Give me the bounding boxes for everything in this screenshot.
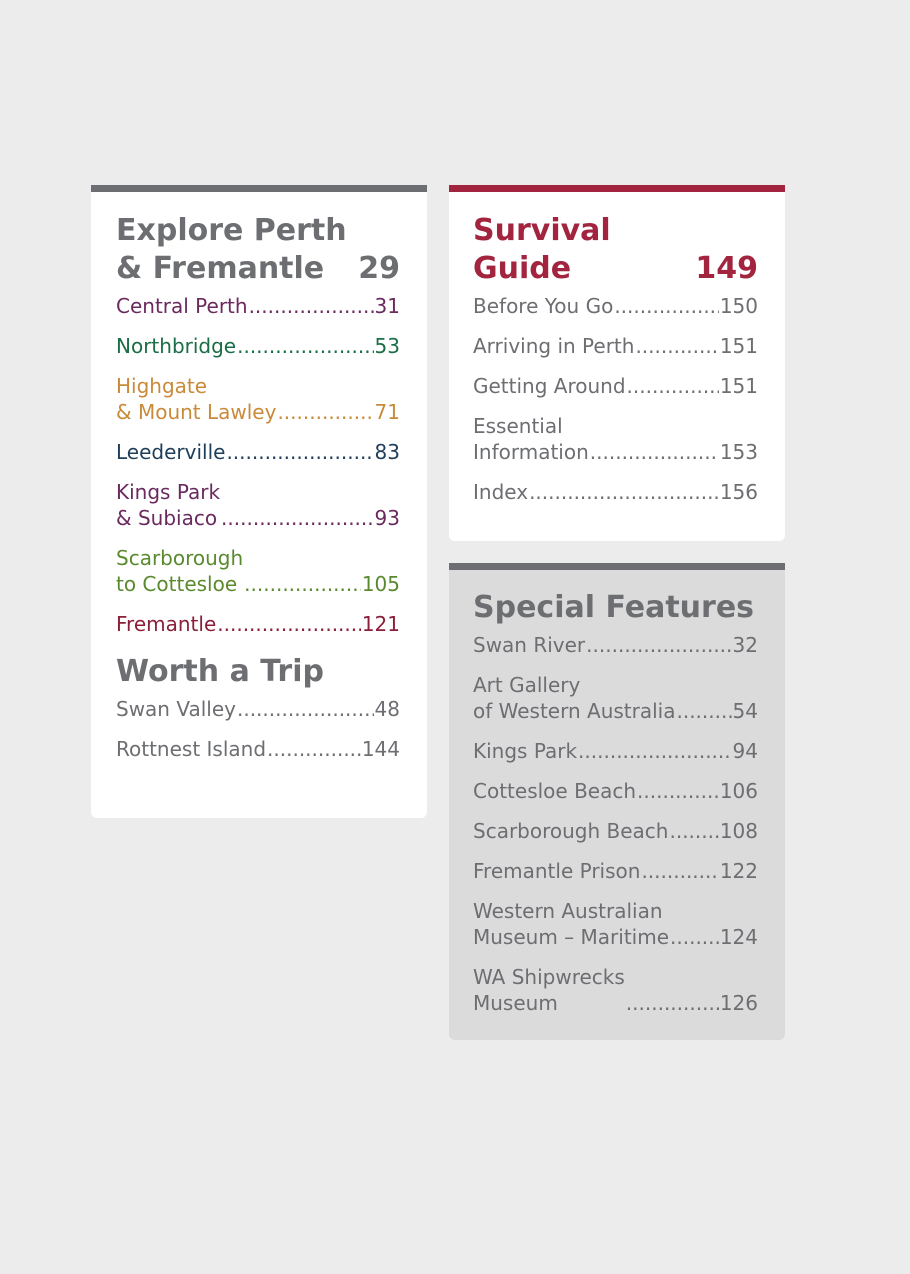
toc-entry-label: Getting Around [473, 374, 626, 398]
worth-a-trip-list [116, 696, 400, 762]
toc-entry-label: Swan Valley [116, 697, 236, 721]
toc-entry[interactable] [116, 545, 400, 597]
explore-page-number: 29 [358, 251, 400, 286]
toc-entry-page: 108 [719, 819, 758, 843]
leader-dots [237, 696, 374, 722]
toc-entry-page: 71 [374, 400, 400, 424]
toc-entry[interactable] [116, 611, 400, 637]
toc-entry[interactable] [473, 479, 758, 505]
leader-dots [529, 479, 719, 505]
toc-entry-page: 106 [719, 779, 758, 803]
leader-dots [249, 293, 374, 319]
leader-dots [669, 818, 718, 844]
explore-title: Explore Perth & Fremantle [116, 213, 347, 286]
toc-entry[interactable] [473, 293, 758, 319]
toc-entry[interactable] [473, 373, 758, 399]
toc-entry-page: 32 [732, 633, 758, 657]
toc-entry-page: 150 [719, 294, 758, 318]
survival-list [473, 293, 758, 505]
toc-entry-page: 126 [719, 991, 758, 1015]
toc-entry-label: Arriving in Perth [473, 334, 635, 358]
leader-dots [586, 632, 731, 658]
toc-entry[interactable] [473, 778, 758, 804]
toc-entry-page: 48 [374, 697, 400, 721]
leader-dots [237, 333, 373, 359]
toc-entry[interactable] [116, 439, 400, 465]
toc-entry[interactable] [473, 964, 758, 1016]
leader-dots [277, 399, 373, 425]
toc-entry-label: Leederville [116, 440, 226, 464]
leader-dots [614, 293, 719, 319]
toc-entry[interactable] [473, 898, 758, 950]
toc-entry-page: 121 [361, 612, 400, 636]
toc-entry-label: Essential Information [473, 414, 589, 464]
explore-section [91, 185, 427, 818]
toc-entry[interactable] [116, 736, 400, 762]
toc-entry-page: 122 [719, 859, 758, 883]
toc-entry-label: Swan River [473, 633, 586, 657]
special-features-list [473, 632, 758, 1016]
toc-entry-label: Kings Park & Subiaco [116, 480, 221, 530]
toc-entry[interactable] [116, 373, 400, 425]
toc-entry-label: Before You Go [473, 294, 614, 318]
toc-entry-label: Central Perth [116, 294, 248, 318]
survival-guide-section [449, 185, 785, 541]
toc-entry-page: 144 [361, 737, 400, 761]
special-features-section [449, 563, 785, 1040]
toc-entry-page: 83 [374, 440, 400, 464]
toc-entry-label: Fremantle Prison [473, 859, 641, 883]
toc-entry[interactable] [116, 333, 400, 359]
toc-entry[interactable] [116, 293, 400, 319]
toc-entry[interactable] [473, 738, 758, 764]
toc-entry-label: Kings Park [473, 739, 578, 763]
toc-entry-page: 54 [732, 699, 758, 723]
survival-heading [473, 212, 758, 288]
leader-dots [626, 990, 719, 1016]
toc-entry-label: Northbridge [116, 334, 237, 358]
leader-dots [244, 571, 361, 597]
toc-entry-page: 156 [719, 480, 758, 504]
toc-entry-label: Scarborough to Cottesloe [116, 546, 244, 596]
leader-dots [226, 439, 373, 465]
leader-dots [267, 736, 361, 762]
toc-entry-page: 31 [374, 294, 400, 318]
toc-entry[interactable] [473, 632, 758, 658]
leader-dots [641, 858, 718, 884]
leader-dots [635, 333, 718, 359]
survival-title: Survival Guide [473, 213, 611, 286]
toc-entry-page: 53 [374, 334, 400, 358]
leader-dots [217, 611, 361, 637]
toc-entry-label: Highgate & Mount Lawley [116, 374, 277, 424]
leader-dots [221, 505, 374, 531]
leader-dots [590, 439, 719, 465]
toc-entry-label: Fremantle [116, 612, 217, 636]
leader-dots [676, 698, 731, 724]
leader-dots [670, 924, 719, 950]
survival-page-number: 149 [695, 251, 758, 286]
toc-entry-label: Scarborough Beach [473, 819, 669, 843]
toc-entry[interactable] [473, 858, 758, 884]
toc-entry-page: 151 [719, 374, 758, 398]
toc-entry-label: WA Shipwrecks Museum [473, 965, 625, 1015]
leader-dots [627, 373, 719, 399]
toc-entry[interactable] [473, 818, 758, 844]
toc-entry[interactable] [116, 696, 400, 722]
toc-entry-page: 93 [374, 506, 400, 530]
worth-a-trip-heading: Worth a Trip [116, 654, 324, 689]
toc-entry-page: 105 [361, 572, 400, 596]
explore-list [116, 293, 400, 637]
toc-entry-page: 151 [719, 334, 758, 358]
toc-entry-label: Art Gallery of Western Australia [473, 673, 676, 723]
explore-heading [116, 212, 400, 288]
leader-dots [637, 778, 719, 804]
toc-entry-label: Cottesloe Beach [473, 779, 637, 803]
toc-entry-page: 94 [732, 739, 758, 763]
toc-entry-label: Western Australian Museum – Maritime [473, 899, 670, 949]
leader-dots [578, 738, 732, 764]
toc-entry[interactable] [116, 479, 400, 531]
special-features-heading: Special Features [473, 590, 755, 625]
toc-entry-page: 153 [719, 440, 758, 464]
toc-entry-page: 124 [719, 925, 758, 949]
toc-entry[interactable] [473, 413, 758, 465]
toc-entry-label: Index [473, 480, 529, 504]
toc-entry[interactable] [473, 333, 758, 359]
toc-entry-label: Rottnest Island [116, 737, 267, 761]
toc-entry[interactable] [473, 672, 758, 724]
